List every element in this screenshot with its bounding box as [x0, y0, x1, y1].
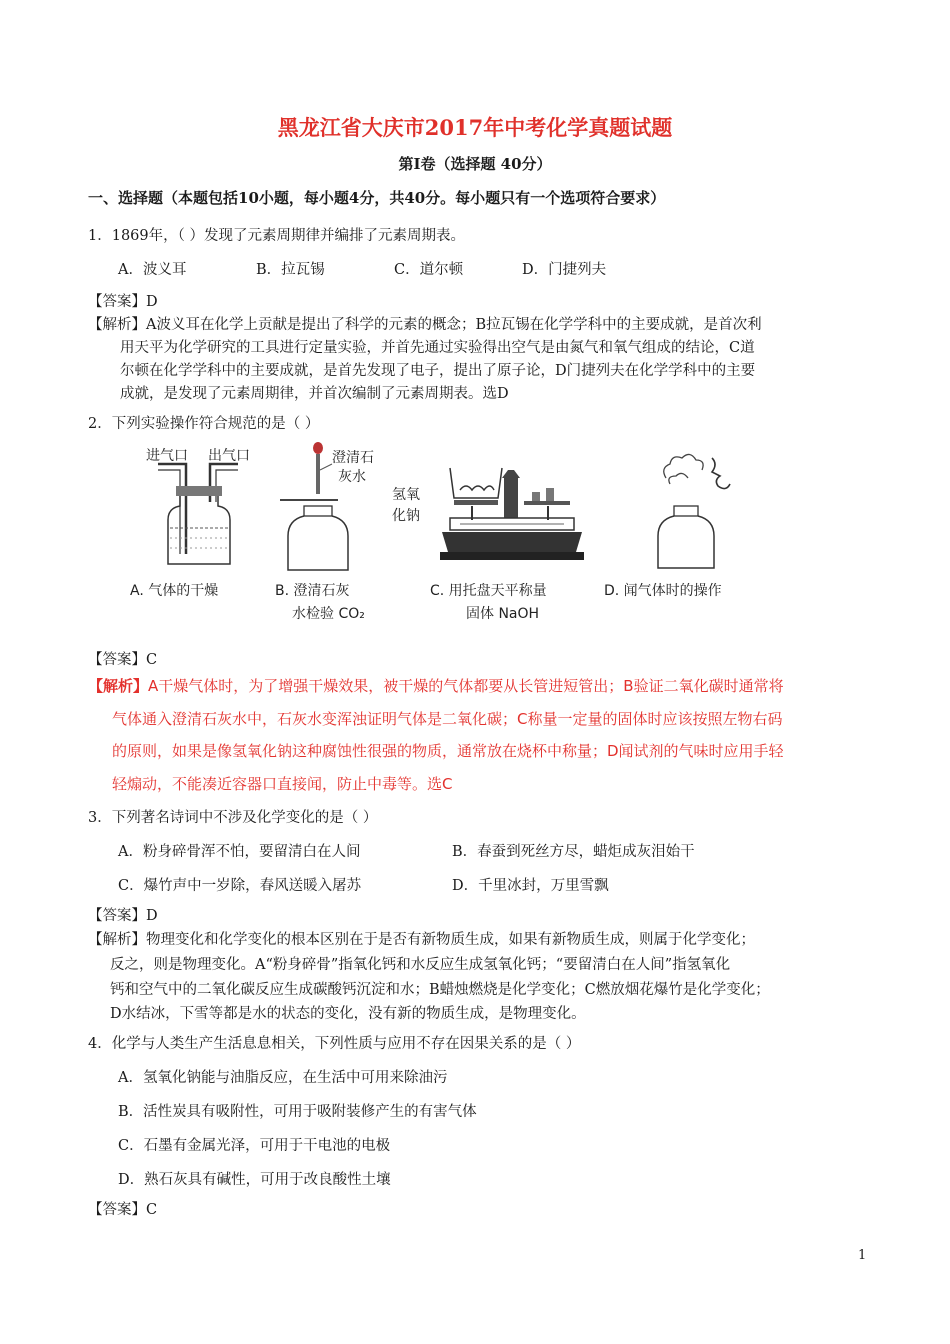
q3-analysis-line: 【解析】物理变化和化学变化的根本区别在于是否有新物质生成，如果有新物质生成，则属于化学变化；	[88, 932, 755, 948]
label-naoh-2: 化钠	[392, 508, 420, 524]
q3-analysis-line: 钙和空气中的二氧化碳反应生成碳酸钙沉淀和水；B蜡烛燃烧是化学变化；C燃放烟花爆竹是化学变化；	[110, 982, 770, 998]
q2-analysis-text: A干燥气体时，为了增强干燥效果，被干燥的气体都要从长管进短管出；B验证二氧化碳时通常将	[148, 677, 784, 695]
question-3-stem: 3．下列著名诗词中不涉及化学变化的是（ ）	[88, 810, 378, 826]
q1-analysis-line: 尔顿在化学学科中的主要成就，是首先发现了电子，提出了原子论，D门捷列夫在化学学科中的主要	[120, 363, 756, 379]
q1-answer: 【答案】D	[88, 294, 158, 310]
q3-option-b: B．春蚕到死丝方尽，蜡炬成灰泪始干	[452, 844, 695, 860]
label-gas-inlet: 进气口	[146, 448, 188, 464]
q2-answer: 【答案】C	[88, 652, 158, 668]
q3-analysis-line: 反之，则是物理变化。A“粉身碎骨”指氧化钙和水反应生成氢氧化钙；“要留清白在人间”指氢氧化	[110, 957, 731, 973]
label-limewater-1: 澄清石	[332, 450, 374, 466]
q2-analysis-label: 【解析】	[88, 677, 149, 695]
caption-b-2: 水检验 CO₂	[292, 606, 365, 622]
caption-c-1: C. 用托盘天平称量	[430, 583, 547, 599]
balance-figure	[436, 458, 586, 573]
document-title: 黑龙江省大庆市2017年中考化学真题试题	[277, 115, 673, 140]
section-heading: 一、选择题（本题包括10小题，每小题4分，共40分。每小题只有一个选项符合要求）	[88, 189, 666, 207]
q3-option-c: C．爆竹声中一岁除，春风送暖入屠苏	[118, 878, 362, 894]
q4-answer: 【答案】C	[88, 1202, 158, 1218]
q2-analysis-line: 轻煽动，不能凑近容器口直接闻，防止中毒等。选C	[112, 775, 453, 793]
q2-analysis-line: 的原则，如果是像氢氧化钠这种腐蚀性很强的物质，通常放在烧杯中称量；D闻试剂的气味时应用手轻	[112, 742, 784, 760]
smelling-gas-figure	[650, 448, 740, 573]
q4-option-d: D．熟石灰具有碱性，可用于改良酸性土壤	[118, 1172, 391, 1188]
q2-analysis-line	[88, 675, 784, 696]
q1-option-d: D．门捷列夫	[522, 262, 607, 278]
caption-b-1: B. 澄清石灰	[275, 583, 350, 599]
q1-option-b: B．拉瓦锡	[256, 262, 325, 278]
q1-option-a: A．波义耳	[118, 262, 187, 278]
label-limewater-2: 灰水	[338, 469, 366, 485]
page-number: 1	[858, 1248, 867, 1263]
q3-analysis-line: D水结冰，下雪等都是水的状态的变化，没有新的物质生成，是物理变化。	[110, 1006, 586, 1022]
q3-option-a: A．粉身碎骨浑不怕，要留清白在人间	[118, 844, 361, 860]
caption-d: D. 闻气体时的操作	[604, 583, 722, 599]
caption-c-2: 固体 NaOH	[466, 606, 540, 622]
q1-analysis-line: 成就，是发现了元素周期律，并首次编制了元素周期表。选D	[120, 386, 509, 402]
q1-analysis-line: 【解析】A波义耳在化学上贡献是提出了科学的元素的概念；B拉瓦锡在化学学科中的主要成就，是首次利	[88, 317, 762, 333]
q4-option-c: C．石墨有金属光泽，可用于干电池的电极	[118, 1138, 391, 1154]
q4-option-b: B．活性炭具有吸附性，可用于吸附装修产生的有害气体	[118, 1104, 477, 1120]
question-2-stem: 2．下列实验操作符合规范的是（ ）	[88, 416, 320, 432]
question-4-stem: 4．化学与人类生产生活息息相关，下列性质与应用不存在因果关系的是（ ）	[88, 1036, 581, 1052]
q2-analysis-line: 气体通入澄清石灰水中，石灰水变浑浊证明气体是二氧化碳；C称量一定量的固体时应该按照左物右码	[112, 710, 783, 728]
q1-option-c: C．道尔顿	[394, 262, 464, 278]
label-gas-outlet: 出气口	[208, 448, 250, 464]
limewater-test-figure	[278, 440, 358, 575]
q3-option-d: D．千里冰封，万里雪飘	[452, 878, 609, 894]
q3-answer: 【答案】D	[88, 908, 158, 924]
caption-a: A. 气体的干燥	[130, 583, 219, 599]
question-1-stem: 1．1869年，（ ）发现了元素周期律并编排了元素周期表。	[88, 228, 465, 244]
q4-option-a: A．氢氧化钠能与油脂反应，在生活中可用来除油污	[118, 1070, 448, 1086]
section-subtitle: 第Ⅰ卷（选择题 40分）	[398, 155, 552, 173]
gas-drying-bottle-figure	[150, 460, 250, 570]
q1-analysis-line: 用天平为化学研究的工具进行定量实验，并首先通过实验得出空气是由氮气和氧气组成的结论，C道	[120, 340, 755, 356]
label-naoh-1: 氢氧	[392, 487, 420, 503]
